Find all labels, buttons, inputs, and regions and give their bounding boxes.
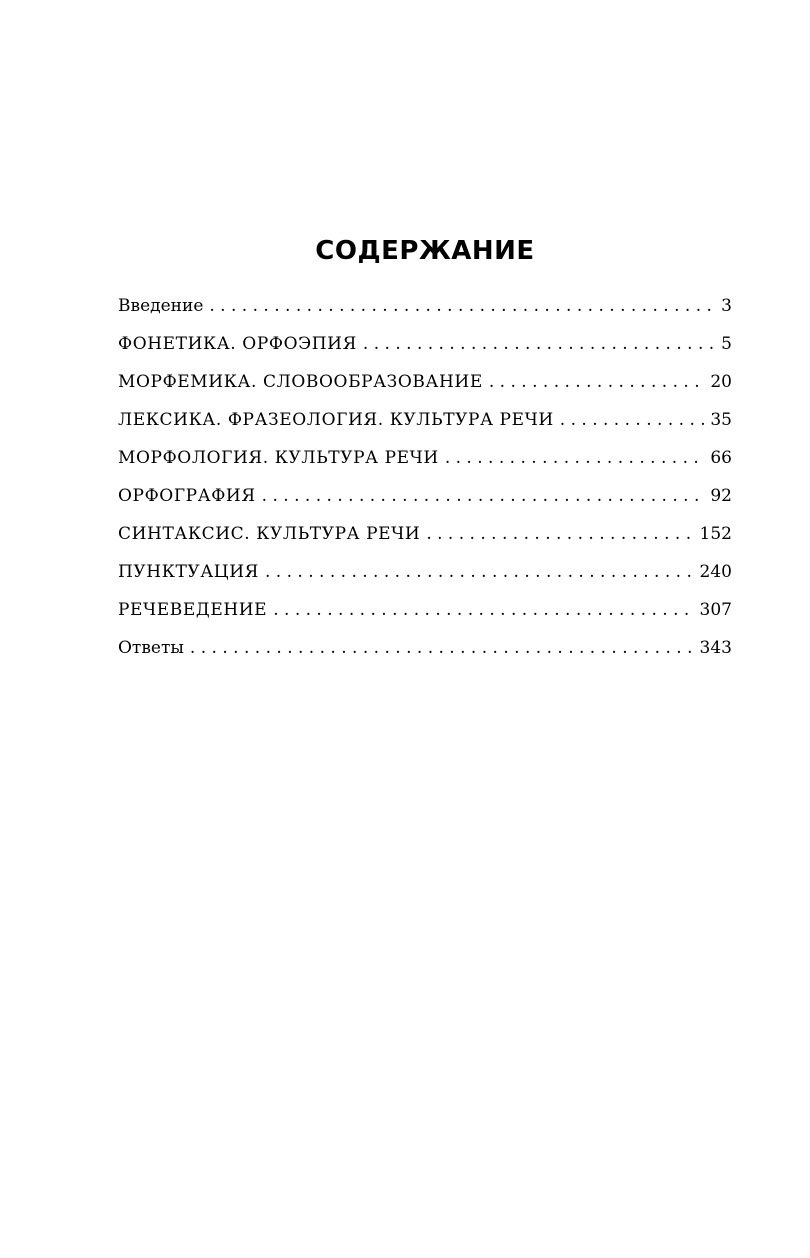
toc-entry-lexicology[interactable] bbox=[118, 404, 732, 442]
toc-entry-answers[interactable] bbox=[118, 632, 732, 670]
toc-entry-page-number: 5 bbox=[717, 328, 732, 360]
toc-entry-phonetics[interactable] bbox=[118, 328, 732, 366]
dot-leader bbox=[426, 518, 695, 550]
dot-leader bbox=[560, 404, 707, 436]
toc-entry-label: Введение bbox=[118, 290, 209, 322]
toc-entry-label: МОРФЕМИКА. СЛОВООБРАЗОВАНИЕ bbox=[118, 366, 489, 398]
toc-entry-page-number: 92 bbox=[706, 480, 732, 512]
toc-entry-page-number: 343 bbox=[696, 632, 732, 664]
dot-leader bbox=[190, 632, 696, 664]
toc-entry-introduction[interactable] bbox=[118, 290, 732, 328]
toc-entry-page-number: 152 bbox=[696, 518, 732, 550]
toc-entry-label: ПУНКТУАЦИЯ bbox=[118, 556, 265, 588]
toc-entry-page-number: 35 bbox=[706, 404, 732, 436]
toc-entry-speech-studies[interactable] bbox=[118, 594, 732, 632]
dot-leader bbox=[262, 480, 707, 512]
toc-entry-page-number: 307 bbox=[696, 594, 732, 626]
dot-leader bbox=[489, 366, 707, 398]
toc-entry-page-number: 66 bbox=[706, 442, 732, 474]
toc-entry-morphemics[interactable] bbox=[118, 366, 732, 404]
toc-entry-page-number: 3 bbox=[717, 290, 732, 322]
dot-leader bbox=[363, 328, 717, 360]
toc-entry-label: МОРФОЛОГИЯ. КУЛЬТУРА РЕЧИ bbox=[118, 442, 445, 474]
dot-leader bbox=[209, 290, 717, 322]
toc-entry-label: ОРФОГРАФИЯ bbox=[118, 480, 262, 512]
toc-entry-label: РЕЧЕВЕДЕНИЕ bbox=[118, 594, 273, 626]
dot-leader bbox=[265, 556, 696, 588]
toc-entry-syntax[interactable] bbox=[118, 518, 732, 556]
dot-leader bbox=[273, 594, 695, 626]
page-title: СОДЕРЖАНИЕ bbox=[315, 236, 535, 266]
toc-entry-label: ФОНЕТИКА. ОРФОЭПИЯ bbox=[118, 328, 363, 360]
toc-entry-punctuation[interactable] bbox=[118, 556, 732, 594]
dot-leader bbox=[445, 442, 707, 474]
toc-entry-label: ЛЕКСИКА. ФРАЗЕОЛОГИЯ. КУЛЬТУРА РЕЧИ bbox=[118, 404, 560, 436]
toc-entry-label: СИНТАКСИС. КУЛЬТУРА РЕЧИ bbox=[118, 518, 426, 550]
toc-entry-page-number: 240 bbox=[696, 556, 732, 588]
toc-entry-morphology[interactable] bbox=[118, 442, 732, 480]
toc-entry-page-number: 20 bbox=[706, 366, 732, 398]
toc-entry-label: Ответы bbox=[118, 632, 190, 664]
table-of-contents bbox=[118, 290, 732, 670]
toc-entry-orthography[interactable] bbox=[118, 480, 732, 518]
